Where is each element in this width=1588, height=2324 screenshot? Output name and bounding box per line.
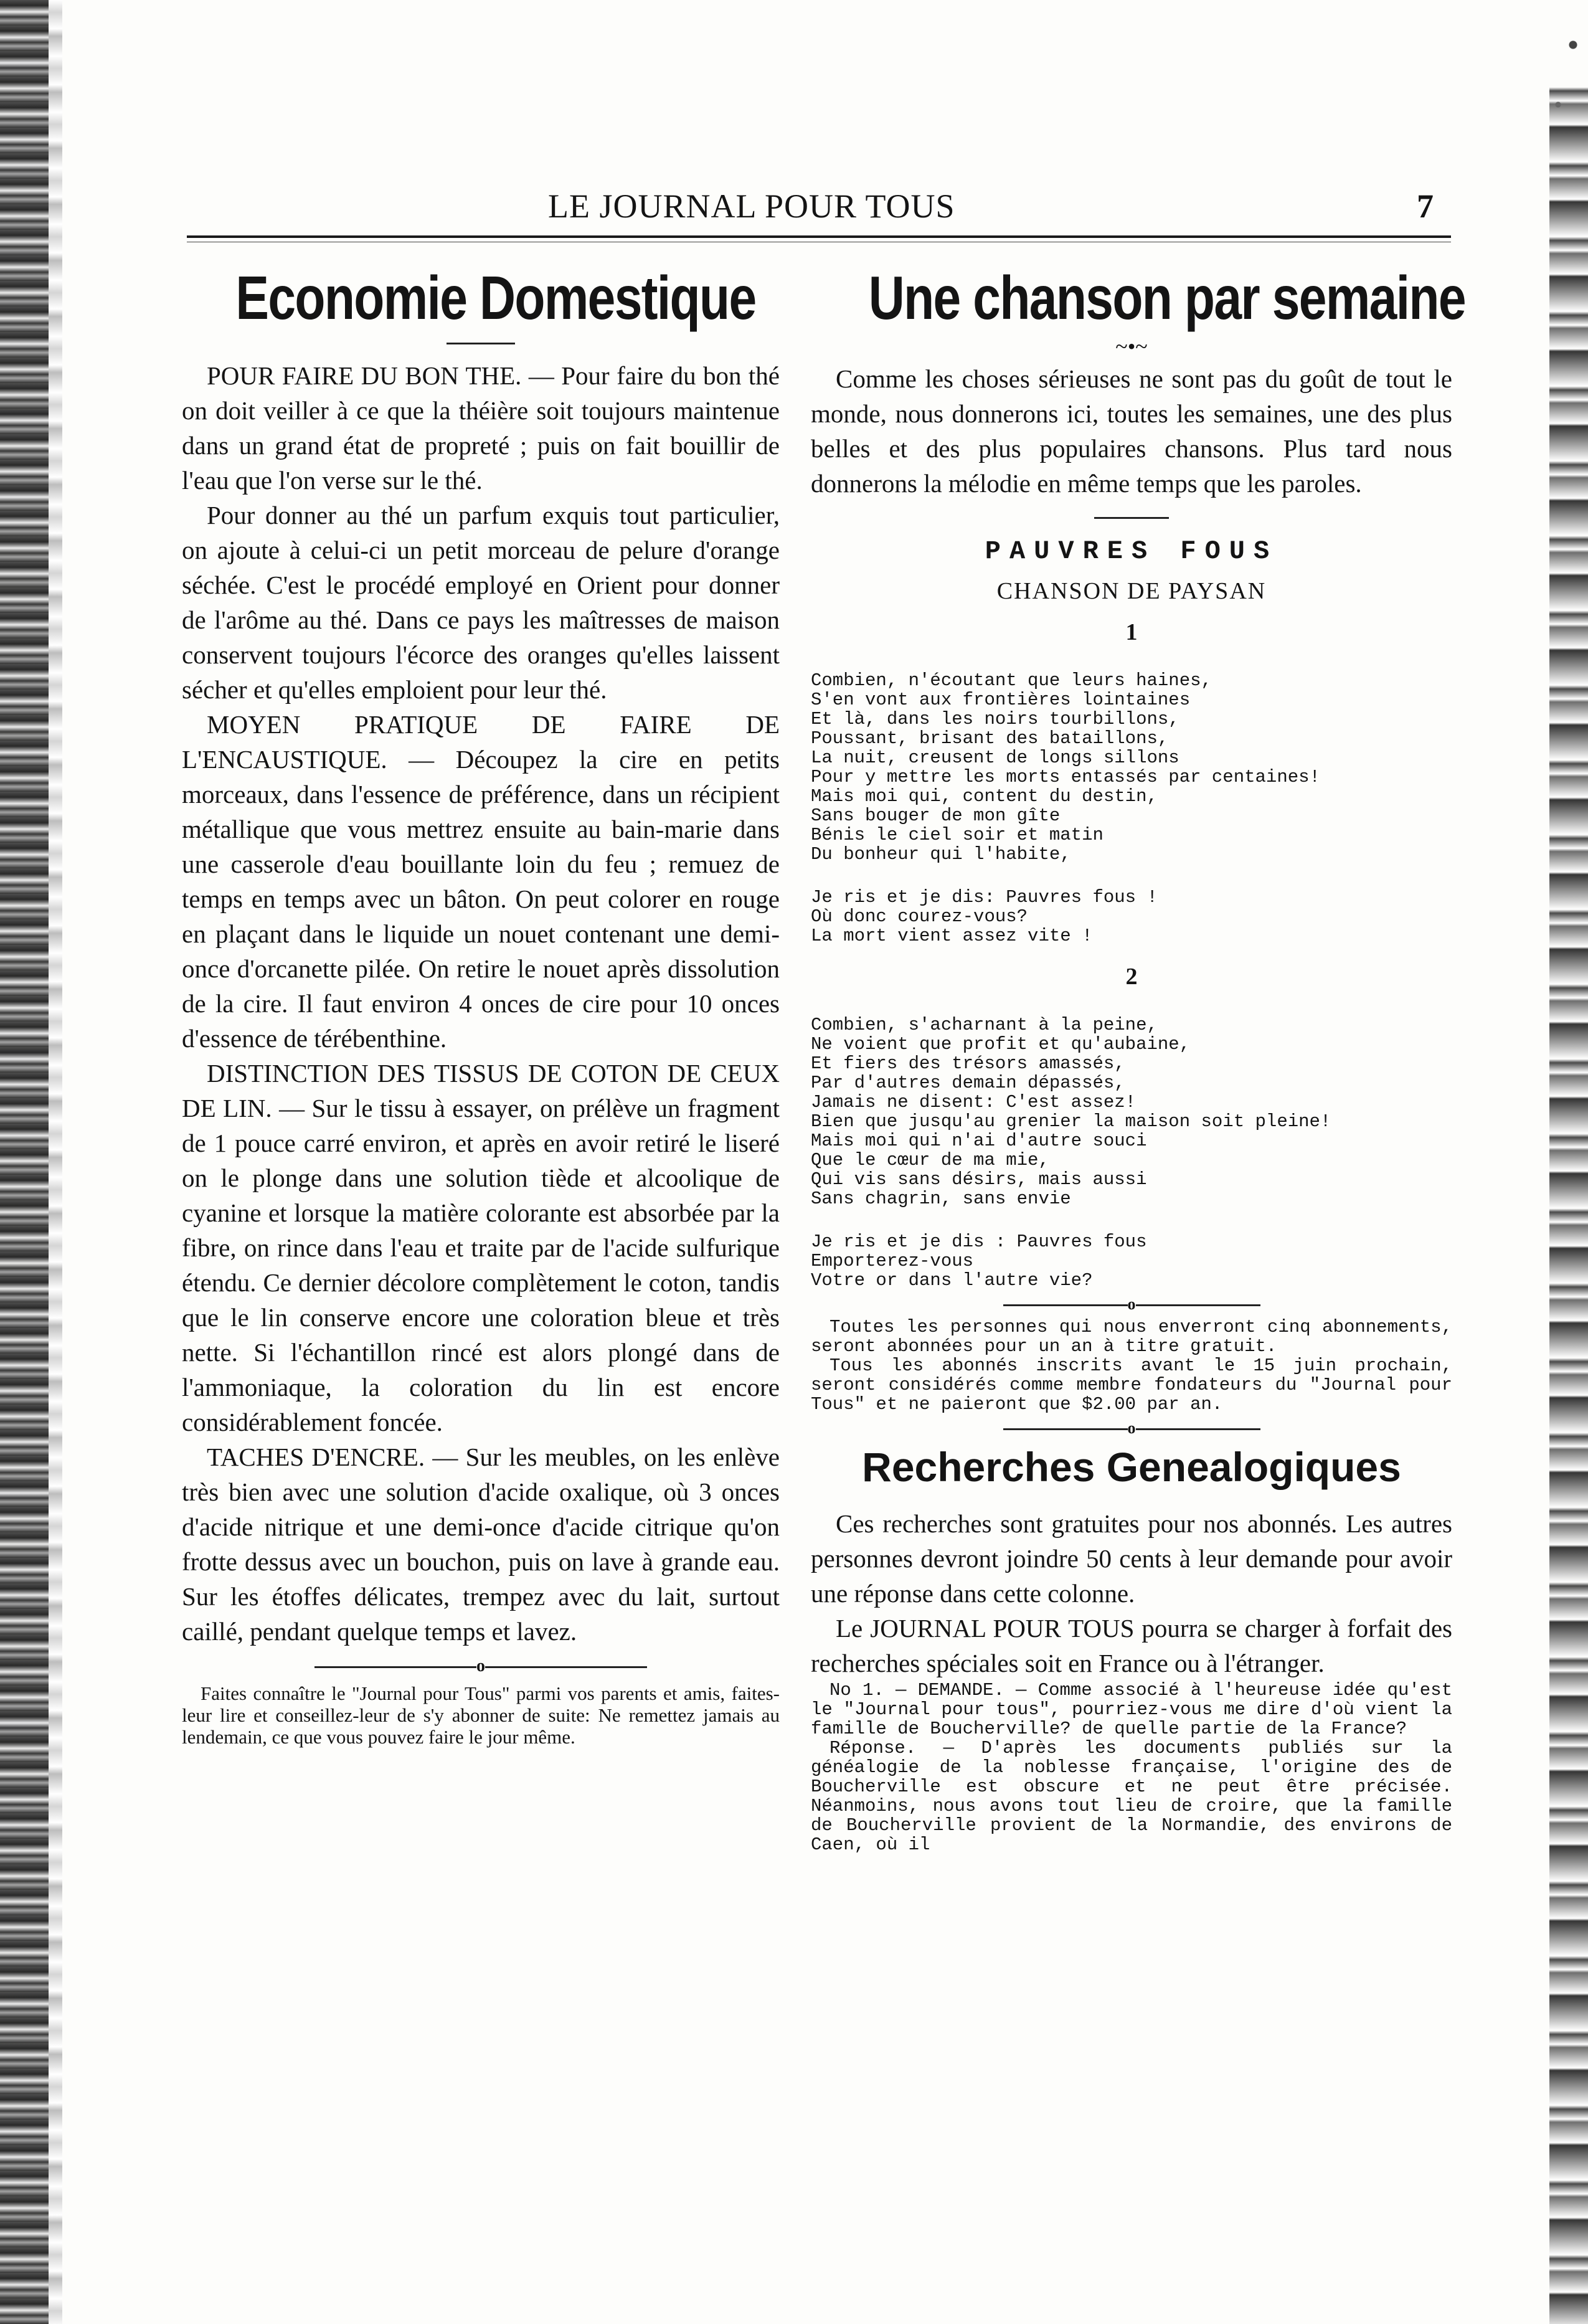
footnote-promo: Faites connaître le "Journal pour Tous" parmi vos parents et amis, faites-leur lire et conseillez-leur de s'y abonner de suite: Ne remettez jamais au lendemain, ce que vous pouvez faire le jour même. [182, 1682, 780, 1748]
ornament-icon: ~•~ [1115, 333, 1148, 359]
scan-edge-right [1549, 87, 1588, 2324]
right-column [811, 262, 1465, 1856]
verse-1: Combien, n'écoutant que leurs haines, S'en vont aux frontières lointaines Et là, dans les noirs tourbillons, Poussant, brisant des bataillons, La nuit, creusent de longs sillons Pour y mettre les morts entassés par centaines! Mais moi qui, content du destin, Sans bouger de mon gîte Bénis le ciel soir et matin Du bonheur qui l'habite, [811, 670, 1320, 865]
paragraph-forfait: Le JOURNAL POUR TOUS pourra se charger à forfait des recherches spéciales soit en France ou à l'étranger. [811, 1614, 1452, 1678]
running-header [187, 182, 1451, 232]
section-divider: o [182, 1658, 780, 1675]
song-rule [1094, 517, 1169, 519]
paragraph-parfum: Pour donner au thé un parfum exquis tout particulier, on ajoute à celui-ci un petit morceau de pelure d'orange séchée. C'est le procédé employé en Orient pour donner de l'arôme au thé. Dans ce pays les maîtresses de maison conservent toujours l'écorce des oranges qu'elles laissent sécher et qu'elles emploient pour leur thé. [182, 500, 780, 704]
paragraph-gratuites: Ces recherches sont gratuites pour nos abonnés. Les autres personnes devront joindre 50 cents à leur demande pour avoir une réponse dans cette colonne. [811, 1509, 1452, 1608]
journal-title: LE JOURNAL POUR TOUS [548, 187, 955, 225]
section-heading-economie: Economie Domestique [235, 263, 756, 332]
scan-specks [1513, 0, 1588, 149]
paragraph-encaustique: MOYEN PRATIQUE DE FAIRE DE L'ENCAUSTIQUE. — Découpez la cire en petits morceaux, dans l'essence de préférence, dans un récipient métallique que vous mettrez ensuite au bain-marie dans une casserole d'eau bouillante loin du feu ; remuez de temps en temps avec un bâton. On peut colorer en rouge en plaçant dans le liquide un nouet contenant une demi-once d'orcanette pilée. On retire le nouet après dissolution de la cire. Il faut environ 4 onces de cire pour 10 onces d'essence de térébenthine. [182, 709, 780, 1053]
paragraph-intro: Comme les choses sérieuses ne sont pas du goût de tout le monde, nous donnerons ici, toutes les semaines, une des plus belles et des plus populaires chansons. Plus tard nous donnerons la mélodie en même temps que les paroles. [811, 364, 1452, 498]
notice-divider: o [811, 1296, 1452, 1312]
verse-2: Combien, s'acharnant à la peine, Ne voient que profit et qu'aubaine, Et fiers des trésors amassés, Par d'autres demain dépassés, Jamais ne disent: C'est assez! Bien que jusqu'au grenier la maison soit pleine! Mais moi qui n'ai d'autre souci Que le cœur de ma mie, Qui vis sans désirs, mais aussi Sans chagrin, sans envie [811, 1014, 1331, 1209]
song-subtitle: CHANSON DE PAYSAN [996, 577, 1267, 604]
song-title: PAUVRES FOUS [985, 536, 1278, 566]
scan-edge-left [0, 0, 49, 2324]
paragraph-tissus: DISTINCTION DES TISSUS DE COTON DE CEUX DE LIN. — Sur le tissu à essayer, on prélève un fragment de 1 pouce carré environ, et après en avoir retiré le liseré on le plonge dans une solution tiède et alcoolique de cyanine et lorsque la matière colorante est absorbée par la fibre, on rince dans l'eau et traite par de l'acide sulfurique étendu. Ce dernier décolore complètement le coton, tandis que le lin conserve encore une coloration bleue et très nette. Si l'échantillon rincé est alors plongé dans de l'ammoniaque, la coloration du lin est encore considérablement foncée. [182, 1058, 780, 1436]
scan-edge-shadow [49, 0, 62, 2324]
section-heading-chanson: Une chanson par semaine [868, 263, 1465, 332]
genealogy-answer: Réponse. — D'après les documents publiés sur la généalogie de la noblesse française, l'origine des de Boucherville est obscure et ne peut être précisée. Néanmoins, nous avons tout lieu de croire, que la famille de Boucherville provient de la Normandie, des environs de Caen, où il [811, 1738, 1452, 1856]
notice-fondateurs: Tous les abonnés inscrits avant le 15 juin prochain, seront considérés comme membre fondateurs du "Journal pour Tous" et ne paieront que $2.00 par an. [811, 1355, 1452, 1415]
notice-abonnements: Toutes les personnes qui nous enverront cinq abonnements, seront abonnées pour un an à titre gratuit. [811, 1316, 1452, 1357]
notice-divider: o [811, 1420, 1452, 1436]
verse-number: 1 [1125, 619, 1138, 645]
section-heading-genealogie: Recherches Genealogiques [862, 1443, 1401, 1490]
heading-rule [447, 343, 515, 344]
paragraph-taches: TACHES D'ENCRE. — Sur les meubles, on les enlève très bien avec une solution d'acide oxalique, où 3 onces d'acide nitrique et une demi-once d'acide citrique qu'on frotte dessus avec un bouchon, puis on lave à grande eau. Sur les étoffes délicates, trempez avec du lait, surtout caillé, pendant quelque temps et lavez. [182, 1442, 780, 1646]
refrain-1: Je ris et je dis: Pauvres fous ! Où donc courez-vous? La mort vient assez vite ! [811, 886, 1158, 946]
header-rule [187, 235, 1451, 238]
paragraph-the: POUR FAIRE DU BON THE. — Pour faire du bon thé on doit veiller à ce que la théière soit toujours maintenue dans un grand état de propreté ; puis on fait bouillir de l'eau que l'on verse sur le thé. [182, 361, 780, 495]
genealogy-question: No 1. — DEMANDE. — Comme associé à l'heureuse idée qu'est le "Journal pour tous", pourriez-vous me dire d'où vient la famille de Boucherville? de quelle partie de la France? [811, 1680, 1452, 1740]
left-column [182, 262, 780, 1748]
refrain-2: Je ris et je dis : Pauvres fous Emporterez-vous Votre or dans l'autre vie? [811, 1231, 1147, 1291]
page-number: 7 [1417, 187, 1434, 225]
verse-number: 2 [1125, 963, 1138, 990]
